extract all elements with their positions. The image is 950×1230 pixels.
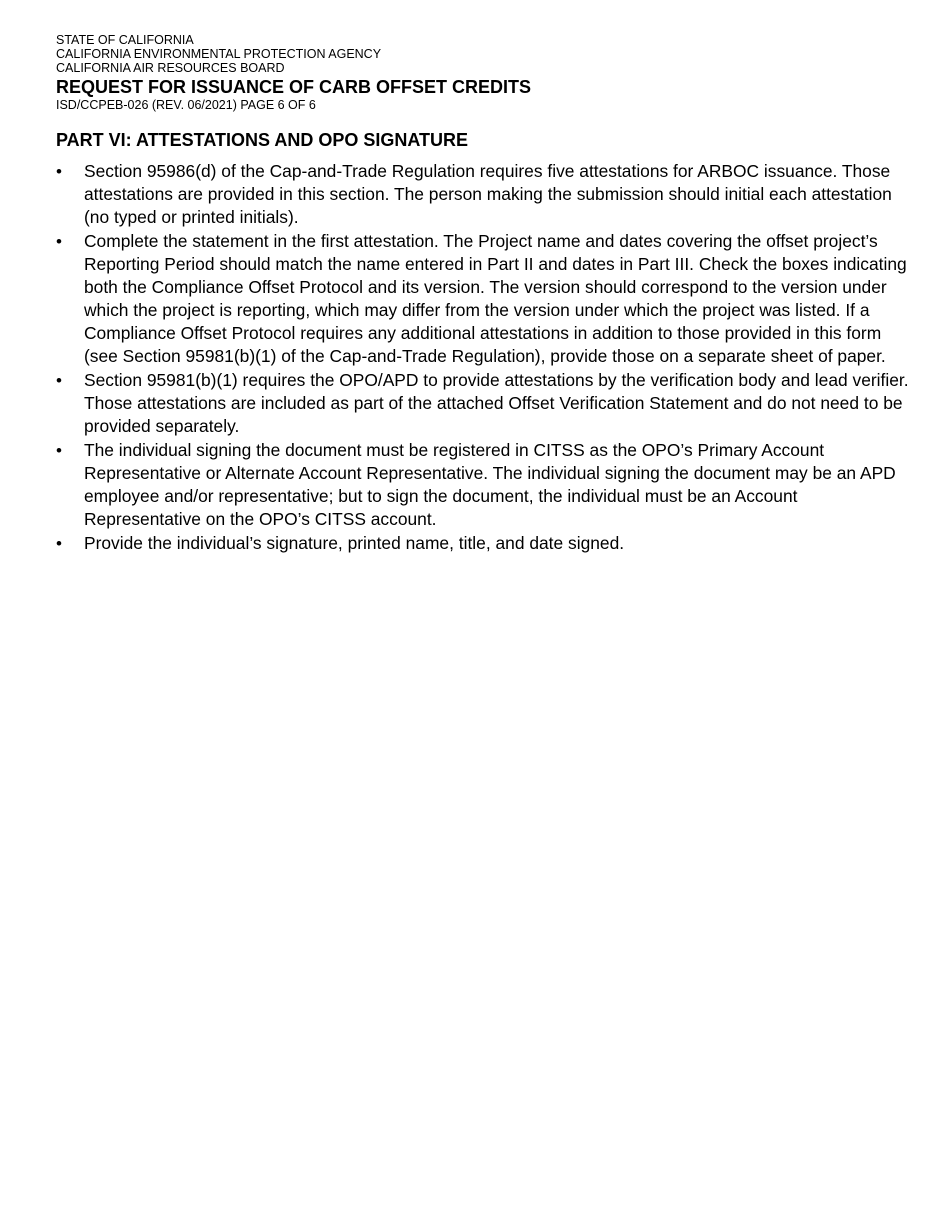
agency-line-state: STATE OF CALIFORNIA — [56, 33, 194, 47]
form-title: REQUEST FOR ISSUANCE OF CARB OFFSET CREDITS — [56, 77, 532, 97]
instruction-text: Complete the statement in the first attestation. The Project name and dates covering the offset project’s Reporting Period should match the name entered in Part II and dates in Part III. Check the boxes indicating both the Compliance Offset Protocol and its version. The version should correspond to the version under which the project is reporting, which may differ from the version under which the project was listed. If a Compliance Offset Protocol requires any additional attestations in addition to those provided in this form (see Section 95981(b)(1) of the Cap-and-Trade Regulation), provide those on a separate sheet of paper. — [84, 231, 907, 366]
instruction-text: The individual signing the document must be registered in CITSS as the OPO’s Primary Account Representative or Alternate Account Representative. The individual signing the document may be an APD employee and/or representative; but to sign the document, the individual must be an Account Representative on the OPO’s CITSS account. — [84, 440, 896, 529]
instruction-item — [56, 532, 916, 555]
instruction-text: Provide the individual’s signature, printed name, title, and date signed. — [84, 533, 625, 553]
document-page — [56, 33, 916, 556]
bullet-icon: • — [56, 441, 62, 460]
instruction-list — [56, 160, 916, 555]
bullet-icon: • — [56, 534, 62, 553]
agency-line-carb: CALIFORNIA AIR RESOURCES BOARD — [56, 61, 285, 75]
document-header — [56, 33, 916, 112]
instruction-text: Section 95986(d) of the Cap-and-Trade Regulation requires five attestations for ARBOC issuance. Those attestations are provided in this section. The person making the submission should initial each attestation (no typed or printed initials). — [84, 161, 892, 227]
bullet-icon: • — [56, 371, 62, 390]
instruction-item — [56, 369, 916, 438]
bullet-icon: • — [56, 162, 62, 181]
bullet-icon: • — [56, 232, 62, 251]
instruction-item — [56, 230, 916, 368]
instruction-item — [56, 160, 916, 229]
section-title: PART VI: ATTESTATIONS AND OPO SIGNATURE — [56, 130, 468, 150]
instruction-text: Section 95981(b)(1) requires the OPO/APD to provide attestations by the verification body and lead verifier. Those attestations are included as part of the attached Offset Verification Statement and do not need to be provided separately. — [84, 370, 909, 436]
agency-line-calepa: CALIFORNIA ENVIRONMENTAL PROTECTION AGENCY — [56, 47, 382, 61]
form-id: ISD/CCPEB-026 (REV. 06/2021) PAGE 6 OF 6 — [56, 98, 316, 112]
instruction-item — [56, 439, 916, 531]
